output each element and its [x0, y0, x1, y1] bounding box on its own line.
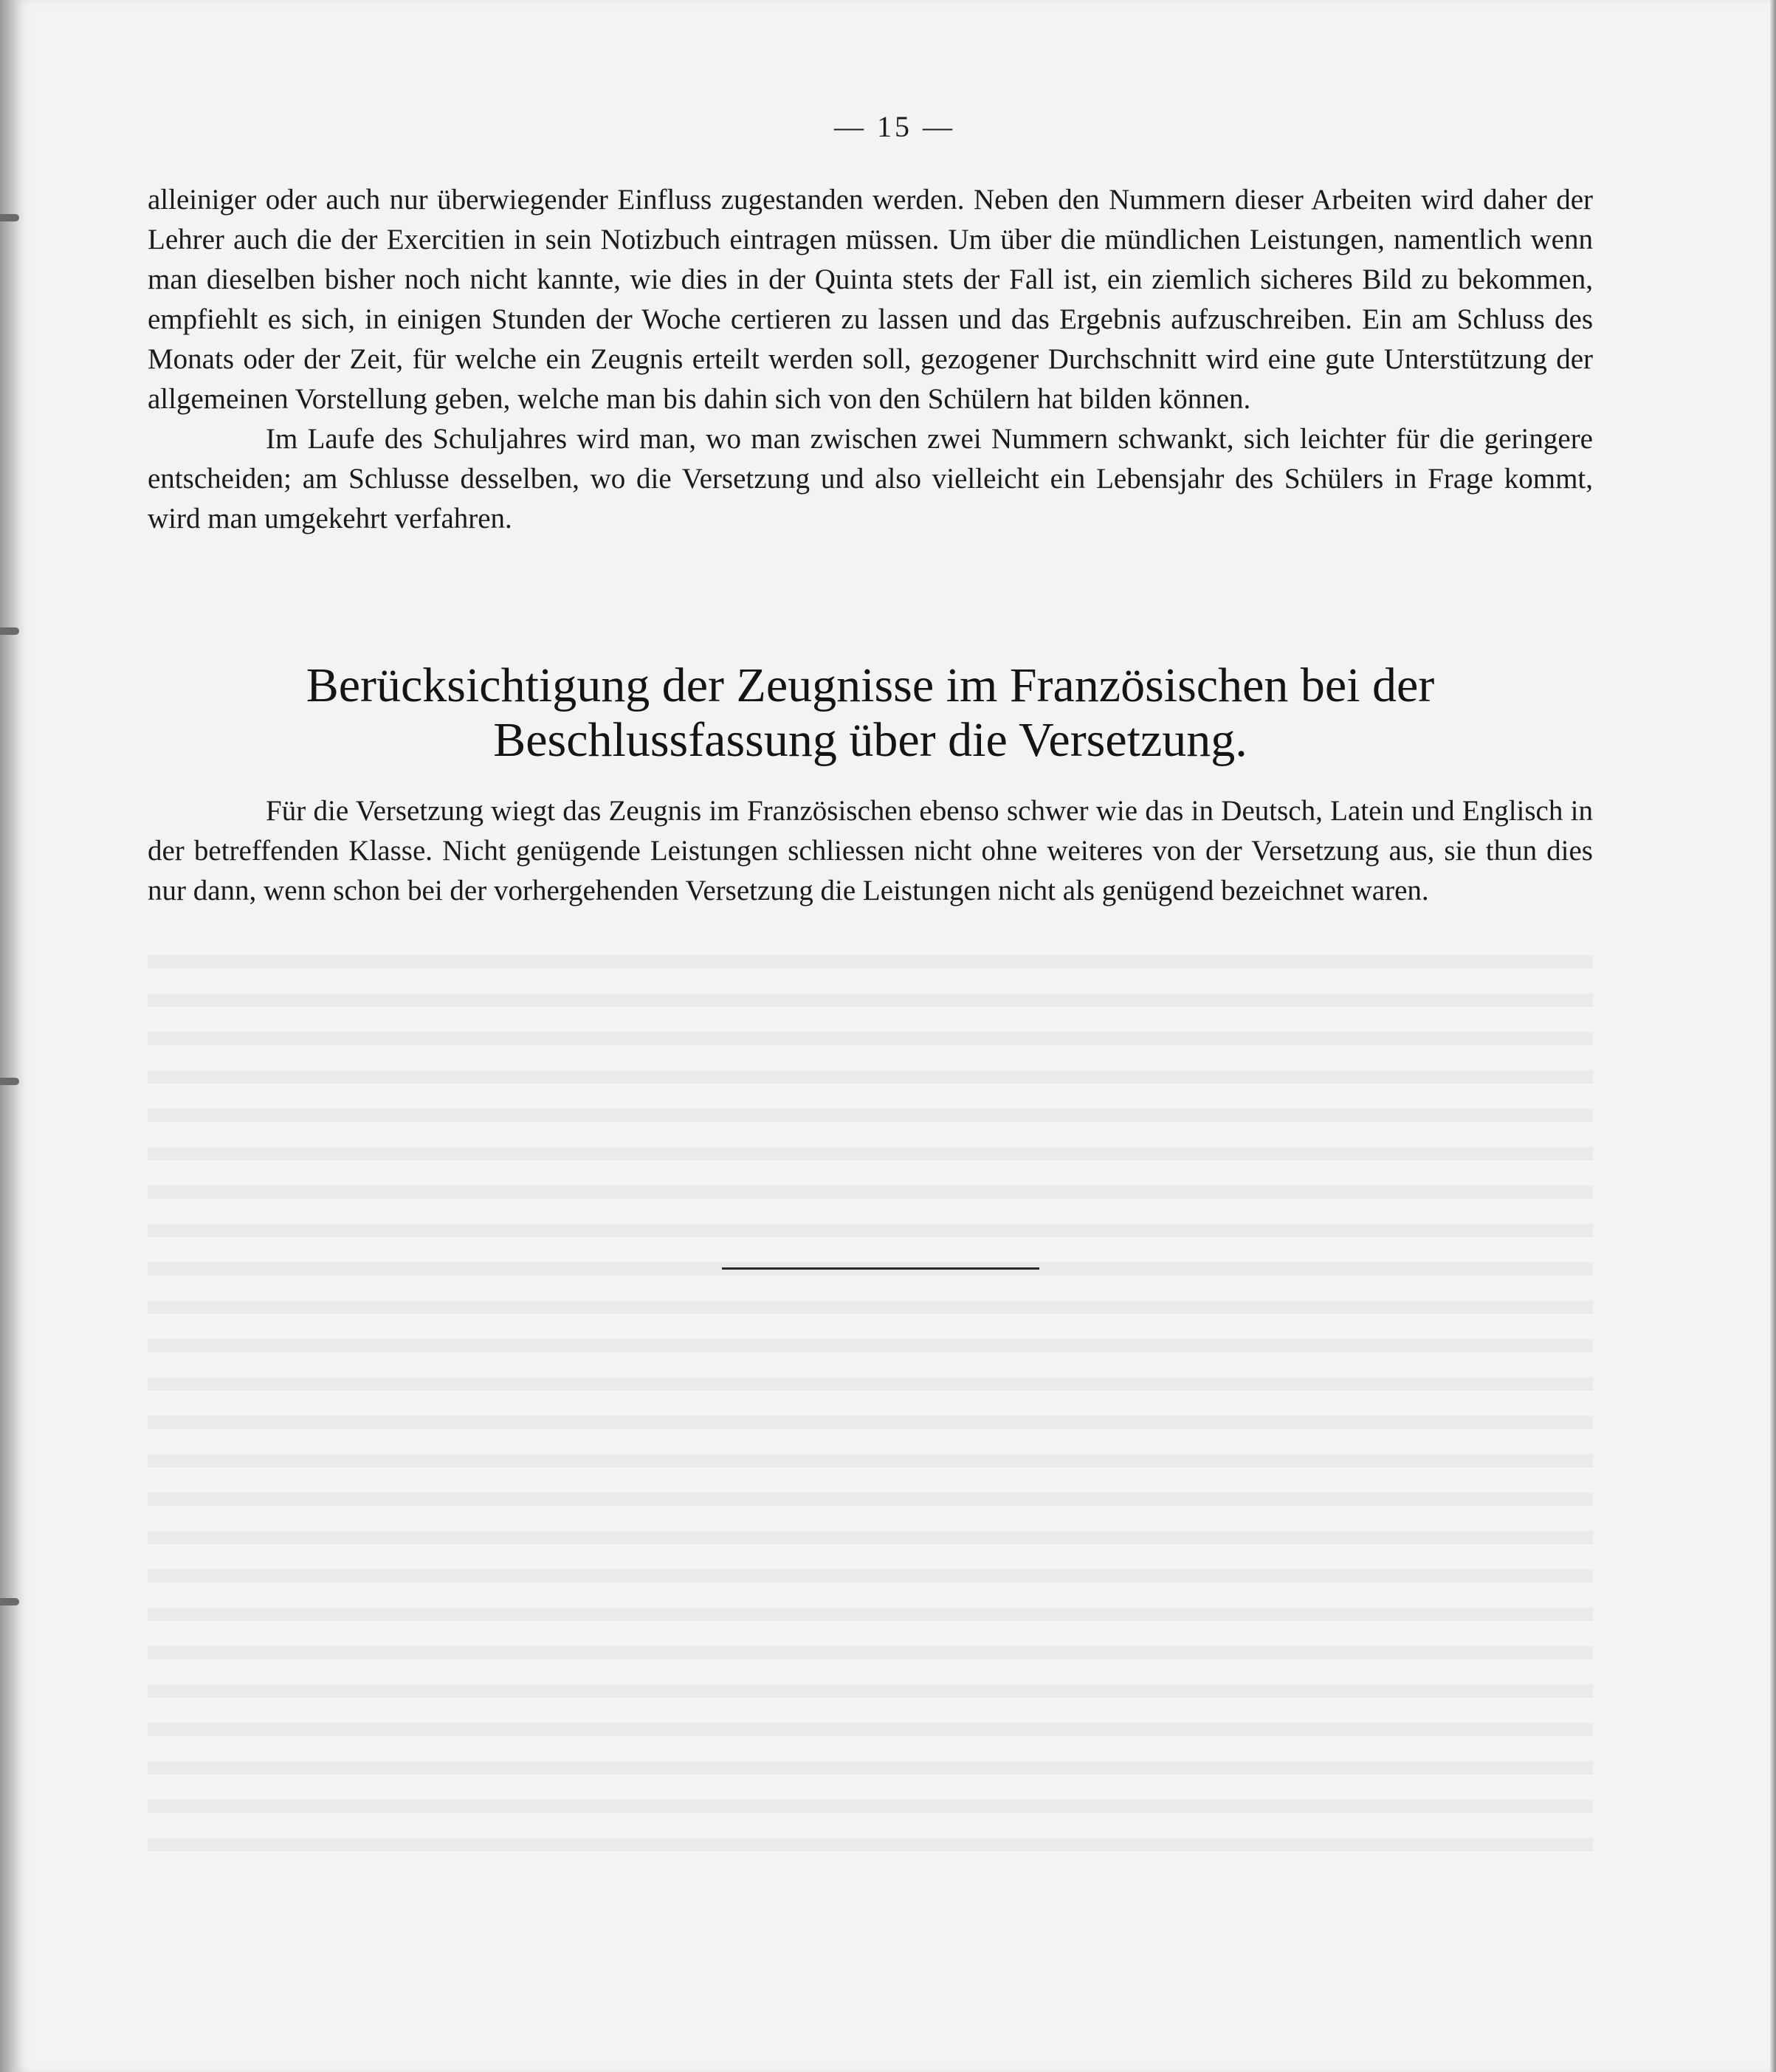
- paragraph-schuljahr: Im Laufe des Schuljahres wird man, wo man zwischen zwei Nummern schwankt, sich leichter für die geringere entscheiden; am Schlusse desselben, wo die Versetzung und also vielleicht ein Lebensjahr des Schülers in Frage kommt, wird man umgekehrt verfahren.: [148, 423, 1593, 534]
- section-heading: [148, 658, 1593, 768]
- closing-rule: [722, 1267, 1039, 1270]
- body-text-bottom: [148, 791, 1593, 911]
- paragraph-continuation: alleiniger oder auch nur überwiegender Einfluss zugestanden werden. Neben den Nummern dieser Arbeiten wird daher der Lehrer auch die der Exercitien in sein Notizbuch eintragen müssen. Um über die mündlichen Leistungen, namentlich wenn man dieselben bisher noch nicht kannte, wie dies in der Quinta stets der Fall ist, ein ziemlich sicheres Bild zu bekommen, empfiehlt es sich, in einigen Stunden der Woche certieren zu lassen und das Ergebnis aufzuschreiben. Ein am Schluss des Monats oder der Zeit, für welche ein Zeugnis erteilt werden soll, gezogener Durchschnitt wird eine gute Unterstützung der allgemeinen Vorstellung geben, welche man bis dahin sich von den Schülern hat bilden können.: [148, 184, 1593, 415]
- document-page: [13, 0, 1776, 2072]
- binding-tab-mark: [0, 214, 19, 221]
- binding-tab-mark: [0, 1078, 19, 1085]
- section-heading-line-2: Beschlussfassung über die Versetzung.: [493, 713, 1247, 767]
- bleed-through-shadow: [148, 930, 1593, 1860]
- binding-edge: [0, 0, 13, 2072]
- binding-tab-mark: [0, 1598, 19, 1605]
- binding-tab-mark: [0, 627, 19, 635]
- page-number: — 15 —: [834, 110, 955, 143]
- section-heading-line-1: Berücksichtigung der Zeugnisse im Französischen bei der: [306, 658, 1435, 712]
- body-text-top: [148, 180, 1593, 539]
- paragraph-versetzung: Für die Versetzung wiegt das Zeugnis im Französischen ebenso schwer wie das in Deutsch, Latein und Englisch in der betreffenden Klasse. Nicht genügende Leistungen schliessen nicht ohne weiteres von der Versetzung aus, sie thun dies nur dann, wenn schon bei der vorhergehenden Versetzung die Leistungen nicht als genügend bezeichnet waren.: [148, 795, 1593, 906]
- page-right-edge: [1770, 0, 1776, 2072]
